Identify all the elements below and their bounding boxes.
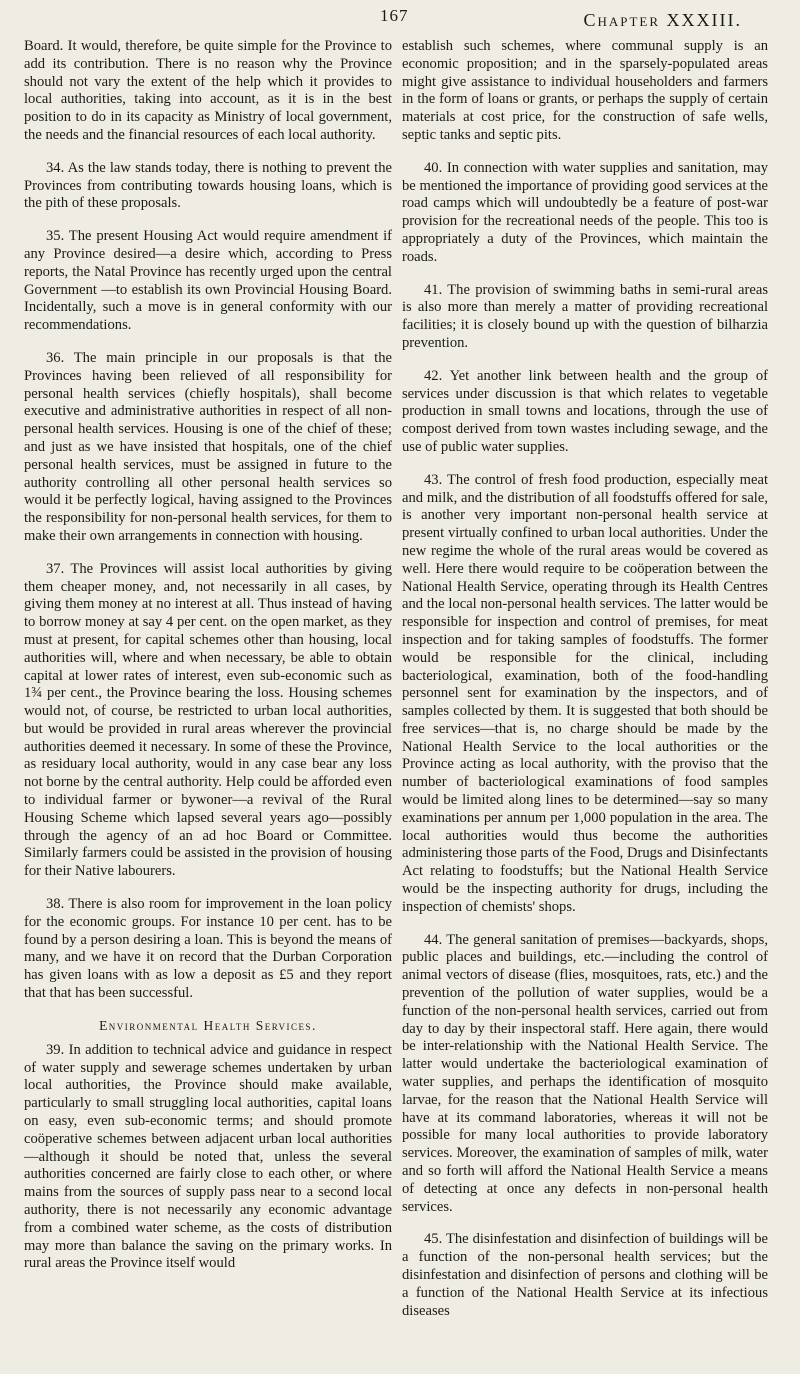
right-column — [402, 38, 768, 1335]
paragraph-42: 42. Yet another link between health and the group of services under discussion is that which relates to vegetable production in small towns and locations, through the use of compost derived from town wastes including sewage, and the use of public water supplies. — [402, 367, 768, 455]
page-header — [0, 6, 800, 36]
section-heading: Environmental Health Services. — [99, 1017, 317, 1033]
paragraph-38: 38. There is also room for improvement in the loan policy for the economic groups. For instance 10 per cent. has to be found by a person desiring a loan. This is beyond the means of many, and we have it on record that the Durban Corporation has given loans with as low a deposit as £5 and they report that that has been successful. — [24, 896, 392, 1002]
paragraph-43: 43. The control of fresh food production, especially meat and milk, and the distribution of all foodstuffs offered for sale, is another very important non-personal health service at present virtually confined to urban local authorities. Under the new regime the whole of the rural areas would be covered as well. Here there would require to be coöperation between the National Health Service, operating through its Health Centres and the local non-personal health services. The latter would be responsible for inspection and control of premises, for meat inspection and for taking samples of foodstuffs. The former would be responsible for the clinical, including bacteriological, examination, both of the food-handling personnel sent for examination by the inspectors, and of samples collected by them. It is suggested that both should be free services—that is, no charge should be made by the National Health Service to the local authorities or the Province acting as local authority, with the proviso that the number of bacteriological examinations of food samples would be limited along lines to be determined—say so many examinations per annum per 1,000 population in the area. The local authorities would thus become the authorities administering those parts of the Food, Drugs and Disinfectants Act relating to foodstuffs; but the National Health Service would be the inspecting authority for drugs, including the inspection of chemists' shops. — [402, 471, 768, 915]
left-column — [24, 38, 392, 1288]
paragraph-45: 45. The disinfestation and disinfection of buildings will be a function of the non-personal health services; but the disinfestation and disinfection of persons and clothing will be a function of the National Health Service at its infectious diseases — [402, 1231, 768, 1319]
paragraph-36: 36. The main principle in our proposals is that the Provinces having been relieved of all responsibility for personal health services (chiefly hospitals), shall become executive and administrative authorities in respect of all non-personal health services. Housing is one of the chief of these; and just as we have insisted that hospitals, one of the chief personal health services, must be assigned in future to the authority controlling all other personal health services so would it be perfectly logical, having assigned to the Provinces the responsibility for non-personal health services, for them to make their own arrangements in connection with housing. — [24, 349, 392, 544]
paragraph-40: 40. In connection with water supplies and sanitation, may be mentioned the importance of providing good services at the road camps which will undoubtedly be a feature of post-war provision for the recreational needs of the people. This too is appropriately a duty of the Provinces, which maintain the roads. — [402, 159, 768, 265]
paragraph-44: 44. The general sanitation of premises—backyards, shops, public places and buildings, etc.—including the control of animal vectors of disease (flies, mosquitoes, rats, etc.) and the prevention of the pollution of water supplies, would be a function of the non-personal health services, carried out from day to day by their inspectoral staff. Here again, there would be inter-relationship with the National Health Service. The latter would undertake the bacteriological examination of water supplies, and perhaps the identification of mosquito larvae, for the reason that the National Health Service will have at its command laboratories, whereas it will not be possible for many local authorities to provide laboratory services. Moreover, the examination of samples of milk, water and so forth will afford the National Health Service a means of detecting at once any defects in non-personal health services. — [402, 931, 768, 1215]
paragraph-41: 41. The provision of swimming baths in semi-rural areas is also more than merely a matter of providing recreational facilities; it is closely bound up with the question of bilharzia prevention. — [402, 281, 768, 351]
paragraph-37: 37. The Provinces will assist local authorities by giving them cheaper money, and, not necessarily in all cases, by giving them money at no interest at all. Thus instead of having to borrow money at say 4 per cent. on the open market, as they must at present, for capital schemes other than housing, local authorities will, where and when necessary, be able to obtain capital at lower rates of interest, even sub-economic such as 1¾ per cent., the Province bearing the loss. Housing schemes would not, of course, be restricted to urban local authorities, but would be provided in rural areas wherever the provincial authorities deemed it necessary. In some of these the Province, as residuary local authority, would in any case bear any loss not borne by the central authority. Help could be afforded even to individual farmer or bywoner—a revival of the Rural Housing Scheme which lapsed several years ago—possibly through the agency of an ad hoc Board or Committee. Similarly farmers could be assisted in the provision of housing for their Native labourers. — [24, 560, 392, 880]
page-number: 167 — [380, 6, 409, 25]
paragraph-39: 39. In addition to technical advice and guidance in respect of water supply and sewerage schemes undertaken by urban local authorities, the Province should make available, particularly to small struggling local authorities, capital loans on easy, even sub-economic terms; and should promote coöperative schemes between adjacent urban local authorities—although it should be noted that, unless the several authorities concerned are fairly close to each other, or where mains from the sources of supply pass near to a second local authority, there is not necessarily any economic advantage from a combined water scheme, as the costs of distribution may more than balance the saving on the primary works. In rural areas the Province itself would — [24, 1041, 392, 1272]
paragraph-35: 35. The present Housing Act would require amendment if any Province desired—a desire which, according to Press reports, the Natal Province has recently urged upon the central Government —to establish its own Provincial Housing Board. Incidentally, such a move is in general conformity with our recommendations. — [24, 228, 392, 334]
paragraph-continued: establish such schemes, where communal supply is an economic proposition; and in the sparsely-populated areas might give assistance to individual householders and farmers in the form of loans or grants, or perhaps the supply of certain materials at cost price, for the construction of safe wells, septic tanks and septic pits. — [402, 38, 768, 143]
chapter-heading: Chapter XXXIII. — [583, 10, 742, 30]
paragraph-continued: Board. It would, therefore, be quite simple for the Province to add its contribution. There is no reason why the Province should not vary the extent of the help which it provides to local authorities, taking into account, as it is in the best position to do in its capacity as Ministry of local government, the needs and the financial resources of each local authority. — [24, 38, 392, 143]
paragraph-34: 34. As the law stands today, there is nothing to prevent the Provinces from contributing towards housing loans, which is the pith of these proposals. — [24, 159, 392, 212]
